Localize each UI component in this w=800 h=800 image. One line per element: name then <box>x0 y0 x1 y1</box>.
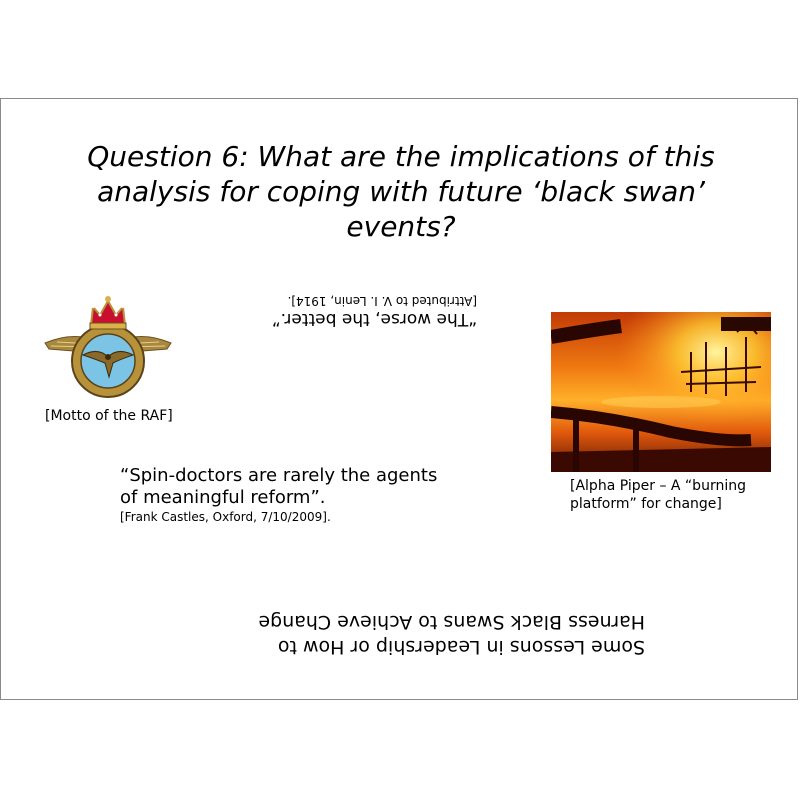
raf-caption: [Motto of the RAF] <box>45 408 173 424</box>
burning-platform-photo <box>551 312 771 472</box>
spin-quote-block <box>120 465 450 525</box>
slide <box>0 98 798 700</box>
slide-title: Question 6: What are the implications of this analysis for coping with future ‘black swan’ events? <box>87 140 715 243</box>
spin-quote: “Spin-doctors are rarely the agents of meaningful reform”. <box>120 465 438 508</box>
photo-caption: [Alpha Piper – A “burning platform” for change] <box>570 478 746 512</box>
slide-subtitle: Some Lessons in Leadership or How to Harness Black Swans to Achieve Change <box>258 611 645 658</box>
lenin-attribution: [Attributed to V. I. Lenin, 1914]. <box>287 294 477 308</box>
raf-crest-icon <box>43 289 173 409</box>
lenin-quote-block <box>251 293 477 329</box>
lenin-quote: “The worse, the better.” <box>271 309 477 329</box>
spin-attribution: [Frank Castles, Oxford, 7/10/2009]. <box>120 510 331 524</box>
